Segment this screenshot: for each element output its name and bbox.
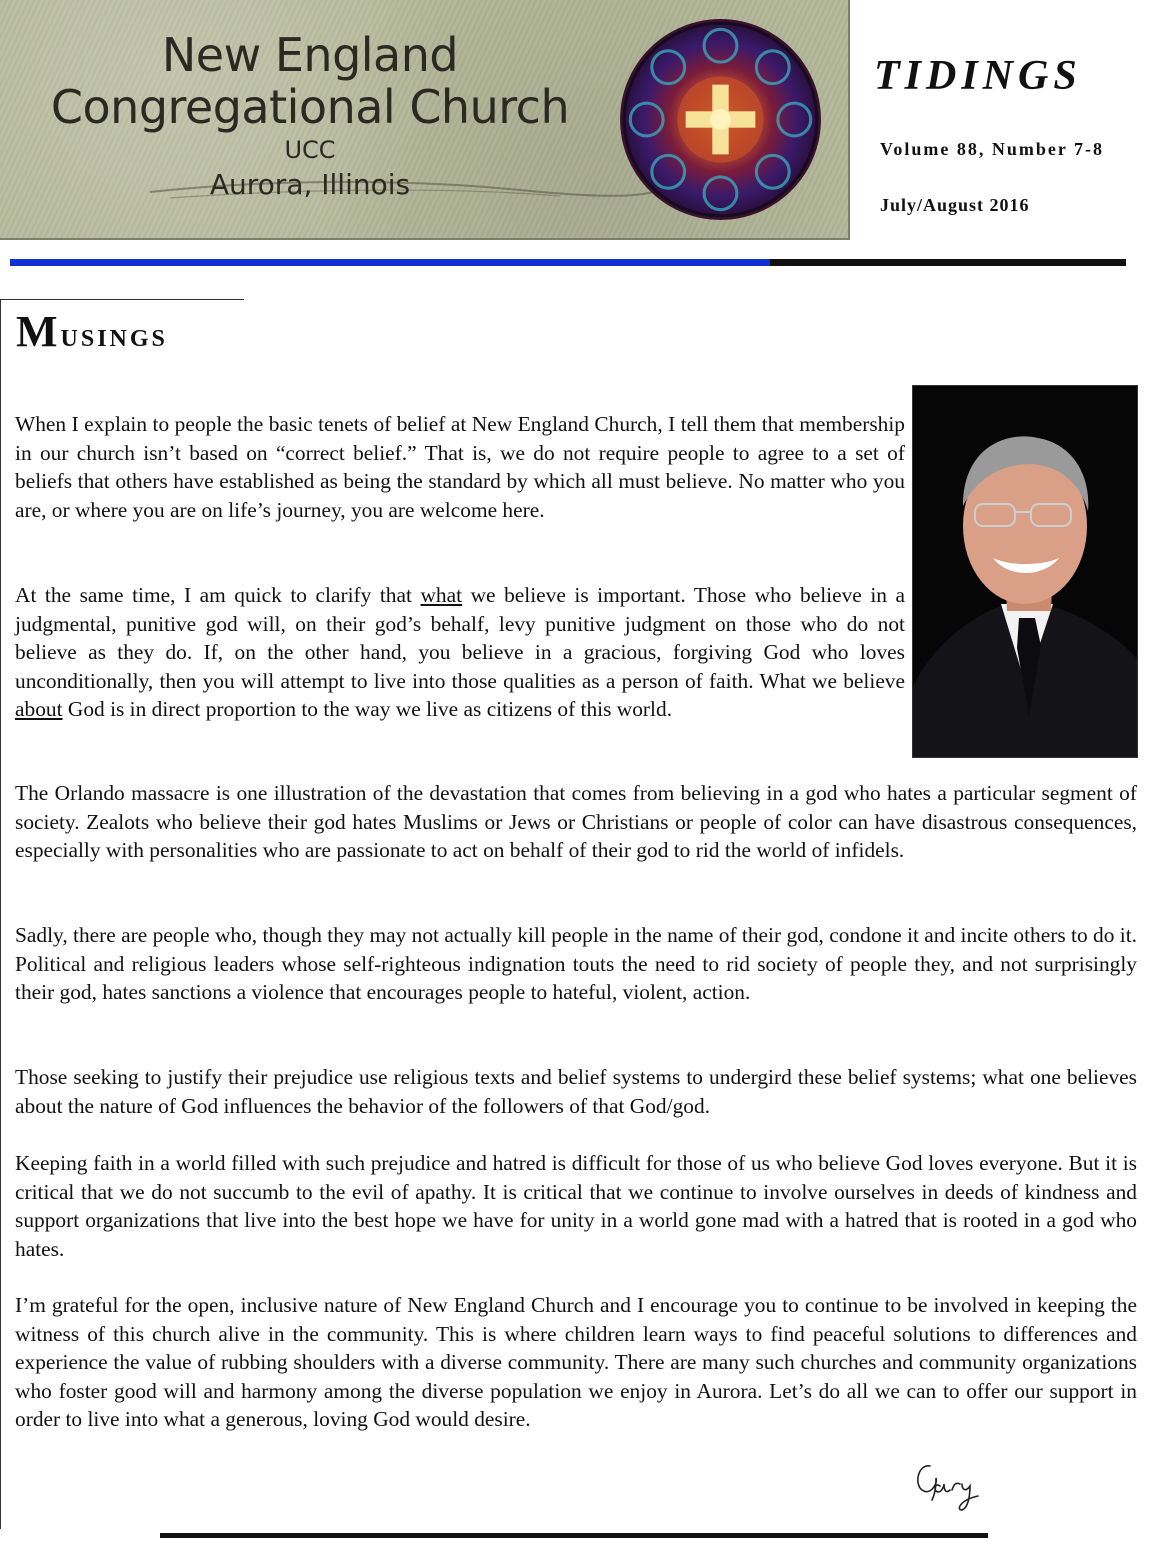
p2-underlined-about: about — [15, 697, 63, 722]
article-paragraph-5: Those seeking to justify their prejudice use religious texts and belief systems to undergird these belief systems; what one believes about the nature of God influences the behavior of the followers of that God/god. — [15, 1065, 1137, 1118]
portrait-icon — [913, 386, 1138, 758]
issue-date: July/August 2016 — [880, 195, 1030, 215]
header-rule-blue — [10, 259, 770, 266]
signature — [908, 1456, 988, 1516]
church-name-line1: New England — [161, 28, 459, 82]
p2-text-b: we believe is important. Those who believe in a judgmental, punitive god will, on their god’s behalf, levy punitive judgment on those who do not believe as they do. If, on the other hand, you believe in a gracious, forgiving God who loves unconditionally, then you will attempt to live into those qualities as a person of faith. What we believe — [15, 583, 905, 693]
section-title — [16, 306, 168, 357]
article-paragraph-7: I’m grateful for the open, inclusive nature of New England Church and I encourage you to continue to be involved in keeping the witness of this church alive in the community. This is where children learn ways to find peaceful solutions to differences and experience the value of rubbing shoulders with a diverse community. There are many such churches and community organizations who foster good will and harmony among the diverse population we enjoy in Aurora. Let’s do all we can to offer our support in order to live into what a generous, loving God would desire. — [15, 1293, 1137, 1432]
church-location: Aurora, Illinois — [209, 168, 411, 201]
p2-text-c: God is in direct proportion to the way we live as citizens of this world. — [62, 697, 673, 722]
article-paragraph-4: Sadly, there are people who, though they may not actually kill people in the name of their god, condone it and incite others to do it. Political and religious leaders whose self-righteous indignation touts the need to rid society of people they, and not surprisingly their god, hates sanctions a violence that encourages people to hateful, violent, action. — [15, 923, 1137, 1005]
church-name-line2: Congregational Church — [50, 80, 570, 134]
section-title-initial: M — [16, 307, 61, 356]
p2-underlined-what: what — [420, 583, 463, 607]
p2-text-a: At the same time, I am quick to clarify that — [15, 583, 421, 607]
article-paragraph-6: Keeping faith in a world filled with such prejudice and hatred is difficult for those of us who believe God loves everyone. But it is critical that we do not succumb to the evil of apathy. It is critical that we continue to involve ourselves in deeds of kindness and support organizations that live into the best hope we have for unity in a world gone mad with a hatred that is rooted in a god who hates. — [15, 1151, 1137, 1261]
article-paragraph-2 — [15, 581, 905, 724]
church-denomination: UCC — [284, 136, 336, 164]
newsletter-title: TIDINGS — [874, 53, 1082, 99]
header-banner — [0, 0, 850, 240]
pastor-photo — [912, 385, 1138, 758]
volume-number: Volume 88, Number 7-8 — [880, 139, 1105, 159]
section-frame-left — [0, 299, 1, 1529]
article-paragraph-1: When I explain to people the basic tenets of belief at New England Church, I tell them that membership in our church isn’t based on “correct belief.” That is, we do not require people to agree to a set of beliefs that others have established as being the standard by which all must believe. No matter who you are, or where you are on life’s journey, you are welcome here. — [15, 412, 905, 522]
article-paragraph-3: The Orlando massacre is one illustration of the devastation that comes from believing in a god who hates a particular segment of society. Zealots who believe their god hates Muslims or Jews or Christians or people of color can have disastrous consequences, especially with personalities who are passionate to act on behalf of their god to rid the world of infidels. — [15, 781, 1137, 863]
footer-rule — [160, 1533, 988, 1538]
header-rule-black — [770, 259, 1126, 266]
section-frame-top — [0, 299, 244, 300]
rose-window-icon — [618, 17, 823, 222]
section-title-rest: usings — [60, 317, 168, 354]
